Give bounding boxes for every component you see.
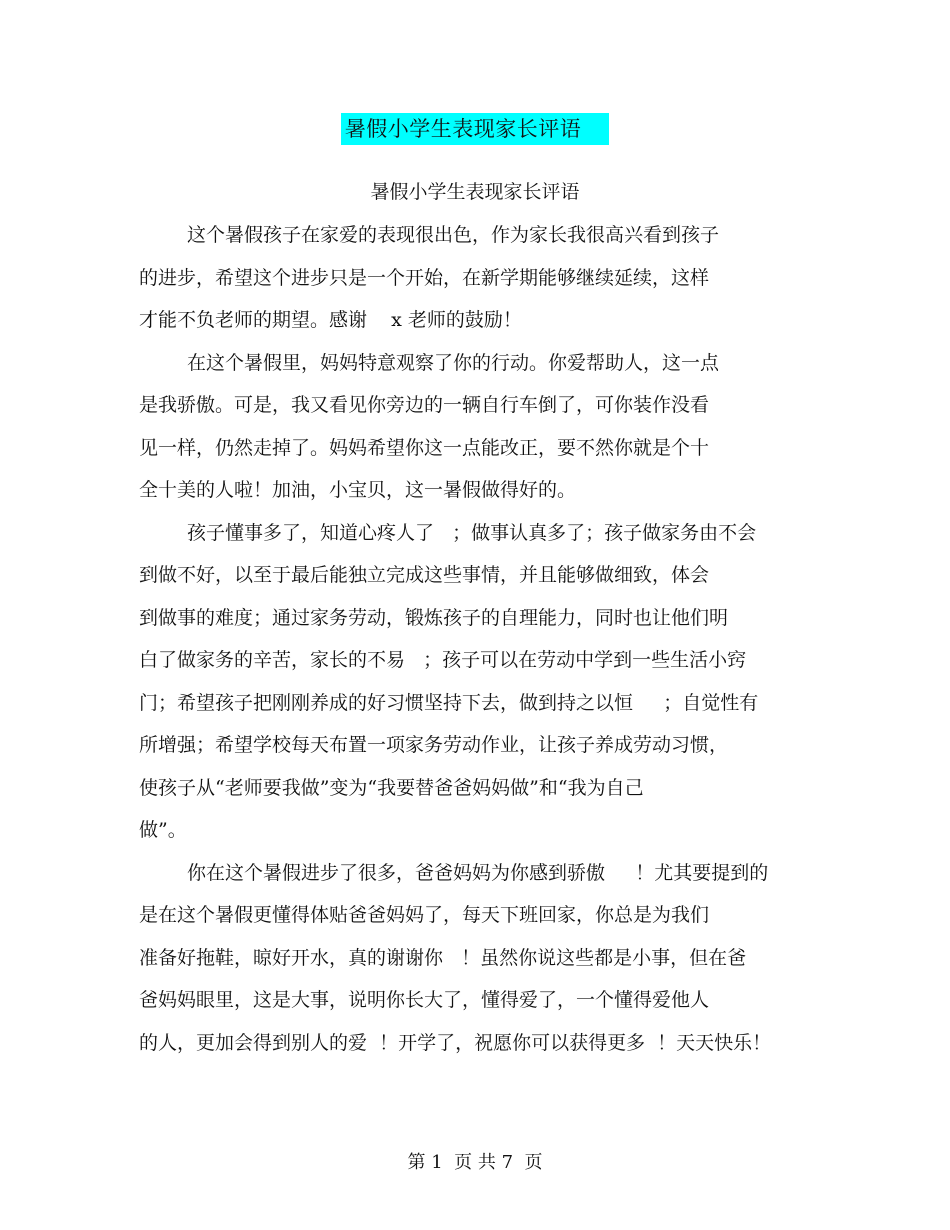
paragraph-4 [139, 857, 811, 1070]
text-line: 见一样，仍然走掉了。妈妈希望你这一点能改正，要不然你就是个十 [139, 436, 710, 459]
page-number-footer: 第 1 页 共 7 页 [407, 1152, 543, 1173]
title-container [0, 113, 950, 145]
text-line: 白了做家务的辛苦，家长的不易 ；孩子可以在劳动中学到一些生活小窍 [139, 649, 747, 671]
paragraph-3 [139, 517, 811, 857]
text-line: 准备好拖鞋，晾好开水，真的谢谢你 ！虽然你说这些都是小事，但在爸 [139, 946, 747, 969]
paragraph-2 [139, 347, 811, 517]
text-line: 到做不好，以至于最后能独立完成这些事情，并且能够做细致，体会 [139, 564, 710, 586]
document-body [139, 219, 811, 1069]
text-line: 孩子懂事多了，知道心疼人了 ；做事认真多了；孩子做家务由不会 [187, 521, 757, 544]
text-line: 所增强；希望学校每天布置一项家务劳动作业，让孩子养成劳动习惯， [139, 734, 729, 756]
text-line: 门；希望孩子把刚刚养成的好习惯坚持下去，做到持之以恒 ；自觉性有 [139, 691, 759, 714]
text-line: 到做事的难度；通过家务劳动，锻炼孩子的自理能力，同时也让他们明 [139, 606, 729, 629]
text-line: 这个暑假孩子在家爱的表现很出色，作为家长我很高兴看到孩子 [187, 224, 720, 246]
text-line: 全十美的人啦！加油，小宝贝，这一暑假做得好的。 [139, 479, 577, 501]
text-line: 的进步，希望这个进步只是一个开始，在新学期能够继续延续，这样 [139, 266, 710, 289]
text-line: 是在这个暑假更懂得体贴爸爸妈妈了，每天下班回家，你总是为我们 [139, 904, 710, 926]
text-line: 使孩子从“老师要我做”变为“我要替爸爸妈妈做”和“我为自己 [139, 776, 644, 799]
text-line: 在这个暑假里，妈妈特意观察了你的行动。你爱帮助人，这一点 [187, 351, 720, 374]
text-line: 爸妈妈眼里，这是大事，说明你长大了，懂得爱了，一个懂得爱他人 [139, 989, 710, 1011]
document-subtitle: 暑假小学生表现家长评语 [370, 181, 580, 203]
paragraph-1 [139, 219, 811, 347]
text-line: 是我骄傲。可是，我又看见你旁边的一辆自行车倒了，可你装作没看 [139, 394, 710, 416]
text-line: 的人，更加会得到别人的爱 ！开学了，祝愿你可以获得更多 ！天天快乐！ [139, 1031, 772, 1054]
text-line: 你在这个暑假进步了很多，爸爸妈妈为你感到骄傲 ！尤其要提到的 [187, 861, 769, 884]
text-line: 才能不负老师的期望。感谢 x 老师的鼓励！ [139, 309, 522, 331]
text-line: 做”。 [139, 819, 187, 841]
document-title: 暑假小学生表现家长评语 [341, 113, 610, 145]
